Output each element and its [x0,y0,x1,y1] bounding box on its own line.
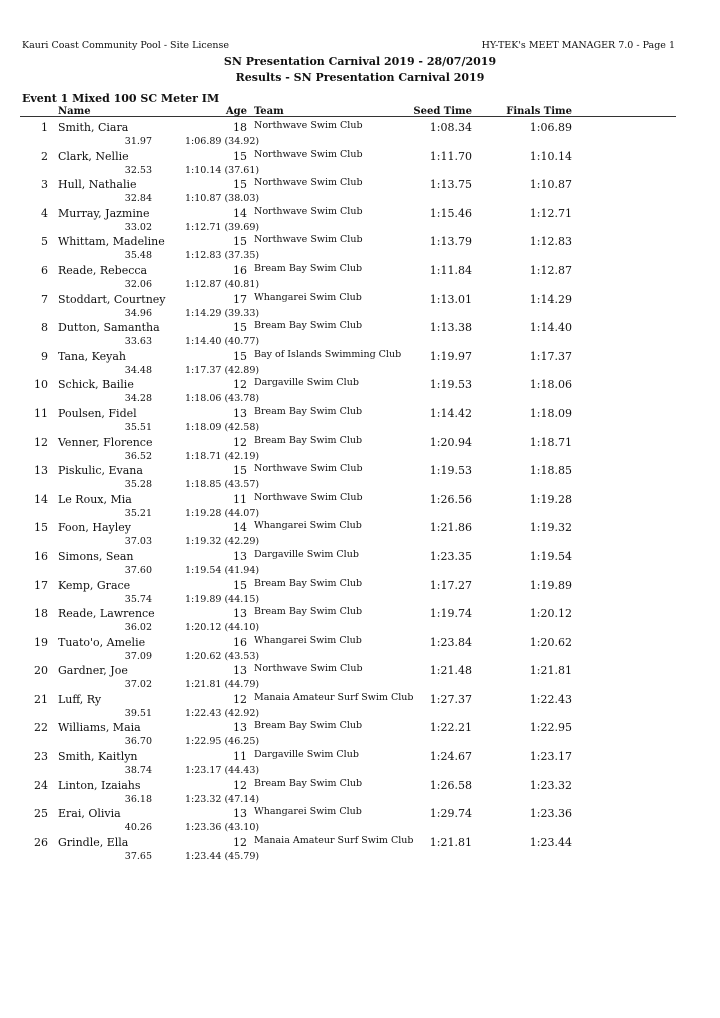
column-header-team: Team [254,106,284,117]
split-50: 40.26 [124,822,152,834]
split-50: 36.18 [124,793,152,805]
result-row [0,520,720,549]
seed-time: 1:19.74 [429,607,472,621]
finals-time: 1:14.29 [529,292,572,306]
swimmer-age: 15 [233,149,247,163]
swimmer-name: Clark, Nellie [58,149,129,163]
result-row [0,435,720,464]
split-50: 34.96 [124,307,152,319]
finals-time: 1:20.62 [529,635,572,649]
place-cell: 7 [41,292,48,306]
finals-time: 1:19.89 [529,578,572,592]
split-100: 1:18.85 (43.57) [185,479,260,491]
column-header-seed-time: Seed Time [413,106,472,117]
swimmer-name: Tana, Keyah [58,349,126,363]
team-name: Northwave Swim Club [254,148,363,160]
seed-time: 1:19.53 [429,464,472,478]
swimmer-name: Kemp, Grace [58,578,131,592]
swimmer-name: Smith, Kaitlyn [58,750,138,764]
split-50: 37.02 [124,679,152,691]
seed-time: 1:13.75 [429,178,472,192]
split-100: 1:10.87 (38.03) [185,193,260,205]
split-100: 1:18.09 (42.58) [185,421,260,433]
split-50: 35.74 [124,593,152,605]
software-page-header: HY-TEK's MEET MANAGER 7.0 - Page 1 [481,40,675,51]
place-cell: 16 [34,549,48,563]
split-100: 1:23.44 (45.79) [185,850,260,862]
place-cell: 17 [34,578,48,592]
swimmer-name: Grindle, Ella [58,835,129,849]
split-100: 1:19.32 (42.29) [185,536,260,548]
place-cell: 1 [41,121,48,134]
swimmer-age: 15 [233,178,247,192]
swimmer-name: Dutton, Samantha [58,321,160,335]
seed-time: 1:13.38 [429,321,472,335]
finals-time: 1:19.28 [529,492,572,506]
swimmer-age: 14 [233,521,247,535]
place-cell: 4 [41,206,48,220]
swimmer-name: Smith, Ciara [58,121,129,134]
header-divider [20,116,676,117]
split-100: 1:10.14 (37.61) [185,164,260,176]
team-name: Northwave Swim Club [254,663,363,675]
result-row [0,177,720,206]
split-50: 36.70 [124,736,152,748]
finals-time: 1:06.89 [529,121,572,134]
result-row [0,806,720,835]
swimmer-age: 16 [233,635,247,649]
split-50: 37.60 [124,564,152,576]
results-title: Results - SN Presentation Carnival 2019 [235,71,485,84]
team-name: Whangarei Swim Club [254,520,362,532]
result-row [0,406,720,435]
split-50: 37.09 [124,650,152,662]
split-100: 1:23.17 (44.43) [185,765,260,777]
split-100: 1:23.36 (43.10) [185,822,260,834]
result-row [0,149,720,178]
team-name: Manaia Amateur Surf Swim Club [254,691,414,703]
swimmer-name: Reade, Lawrence [58,607,155,621]
seed-time: 1:22.21 [429,721,472,735]
finals-time: 1:19.54 [529,549,572,563]
seed-time: 1:14.42 [429,406,472,420]
split-100: 1:18.06 (43.78) [185,393,260,405]
result-row [0,692,720,721]
result-row [0,320,720,349]
finals-time: 1:12.87 [529,263,572,277]
place-cell: 2 [41,149,48,163]
split-50: 32.53 [124,164,152,176]
result-row [0,835,720,864]
split-50: 35.48 [124,250,152,262]
result-row [0,463,720,492]
swimmer-age: 15 [233,464,247,478]
site-license-header: Kauri Coast Community Pool - Site License [22,40,229,51]
place-cell: 6 [41,263,48,277]
split-100: 1:06.89 (34.92) [185,136,260,147]
split-50: 34.28 [124,393,152,405]
seed-time: 1:23.84 [429,635,472,649]
finals-time: 1:20.12 [529,607,572,621]
swimmer-name: Poulsen, Fidel [58,406,137,420]
swimmer-age: 13 [233,664,247,678]
split-100: 1:20.62 (43.53) [185,650,260,662]
seed-time: 1:13.01 [429,292,472,306]
finals-time: 1:19.32 [529,521,572,535]
split-50: 35.51 [124,421,152,433]
split-50: 36.52 [124,450,152,462]
result-row [0,492,720,521]
place-cell: 10 [34,378,48,392]
swimmer-age: 15 [233,578,247,592]
swimmer-age: 12 [233,778,247,792]
seed-time: 1:21.48 [429,664,472,678]
team-name: Whangarei Swim Club [254,291,362,303]
place-cell: 26 [34,835,48,849]
place-cell: 13 [34,464,48,478]
result-row [0,606,720,635]
swimmer-age: 13 [233,607,247,621]
split-100: 1:14.29 (39.33) [185,307,260,319]
split-100: 1:12.71 (39.69) [185,221,260,233]
seed-time: 1:20.94 [429,435,472,449]
split-100: 1:19.54 (41.94) [185,564,260,576]
seed-time: 1:17.27 [429,578,472,592]
split-50: 38.74 [124,765,152,777]
results-list [0,120,720,863]
swimmer-name: Stoddart, Courtney [58,292,166,306]
swimmer-name: Gardner, Joe [58,664,128,678]
place-cell: 9 [41,349,48,363]
split-50: 35.28 [124,479,152,491]
swimmer-name: Schick, Bailie [58,378,134,392]
swimmer-age: 13 [233,549,247,563]
swimmer-name: Murray, Jazmine [58,206,150,220]
swimmer-age: 14 [233,206,247,220]
seed-time: 1:27.37 [429,692,472,706]
finals-time: 1:17.37 [529,349,572,363]
place-cell: 20 [34,664,48,678]
place-cell: 23 [34,750,48,764]
swimmer-name: Reade, Rebecca [58,263,148,277]
swimmer-age: 15 [233,235,247,249]
swimmer-age: 15 [233,321,247,335]
meet-title: SN Presentation Carnival 2019 - 28/07/2019 [223,55,497,68]
split-100: 1:22.95 (46.25) [185,736,260,748]
team-name: Bream Bay Swim Club [254,577,363,589]
swimmer-age: 12 [233,835,247,849]
swimmer-age: 11 [233,750,247,764]
team-name: Dargaville Swim Club [254,749,359,761]
column-header-finals-time: Finals Time [506,106,572,117]
team-name: Northwave Swim Club [254,205,363,217]
seed-time: 1:21.81 [429,835,472,849]
team-name: Northwave Swim Club [254,234,363,246]
swimmer-name: Foon, Hayley [58,521,131,535]
finals-time: 1:22.43 [529,692,572,706]
team-name: Northwave Swim Club [254,463,363,475]
seed-time: 1:19.97 [429,349,472,363]
team-name: Northwave Swim Club [254,177,363,189]
split-50: 34.48 [124,364,152,376]
result-row [0,234,720,263]
seed-time: 1:26.56 [429,492,472,506]
place-cell: 11 [34,406,48,420]
seed-time: 1:15.46 [429,206,472,220]
finals-time: 1:18.71 [529,435,572,449]
split-100: 1:19.89 (44.15) [185,593,260,605]
swimmer-age: 13 [233,807,247,821]
place-cell: 5 [41,235,48,249]
seed-time: 1:11.70 [429,149,472,163]
place-cell: 21 [34,692,48,706]
split-100: 1:21.81 (44.79) [185,679,260,691]
swimmer-age: 12 [233,378,247,392]
team-name: Manaia Amateur Surf Swim Club [254,834,414,846]
swimmer-age: 12 [233,435,247,449]
seed-time: 1:21.86 [429,521,472,535]
split-100: 1:20.12 (44.10) [185,622,260,634]
team-name: Whangarei Swim Club [254,806,362,818]
team-name: Bream Bay Swim Club [254,777,363,789]
swimmer-age: 17 [233,292,247,306]
split-100: 1:19.28 (44.07) [185,507,260,519]
swimmer-age: 16 [233,263,247,277]
result-row [0,120,720,149]
split-100: 1:12.87 (40.81) [185,278,260,290]
team-name: Bream Bay Swim Club [254,262,363,274]
split-50: 36.02 [124,622,152,634]
split-100: 1:22.43 (42.92) [185,707,260,719]
place-cell: 24 [34,778,48,792]
place-cell: 8 [41,321,48,335]
split-50: 33.63 [124,336,152,348]
swimmer-name: Piskulic, Evana [58,464,143,478]
result-row [0,377,720,406]
finals-time: 1:10.87 [529,178,572,192]
team-name: Bream Bay Swim Club [254,606,363,618]
place-cell: 14 [34,492,48,506]
column-header-name: Name [58,106,91,117]
place-cell: 18 [34,607,48,621]
team-name: Bay of Islands Swimming Club [254,348,402,360]
finals-time: 1:10.14 [529,149,572,163]
split-50: 39.51 [124,707,152,719]
finals-time: 1:23.36 [529,807,572,821]
team-name: Dargaville Swim Club [254,377,359,389]
seed-time: 1:11.84 [429,263,472,277]
split-50: 37.65 [124,850,152,862]
place-cell: 19 [34,635,48,649]
split-100: 1:18.71 (42.19) [185,450,260,462]
swimmer-age: 15 [233,349,247,363]
split-50: 31.97 [124,136,152,147]
finals-time: 1:18.09 [529,406,572,420]
team-name: Whangarei Swim Club [254,634,362,646]
split-100: 1:12.83 (37.35) [185,250,260,262]
swimmer-name: Le Roux, Mia [58,492,132,506]
swimmer-name: Venner, Florence [58,435,153,449]
result-row [0,663,720,692]
team-name: Bream Bay Swim Club [254,434,363,446]
place-cell: 25 [34,807,48,821]
result-row [0,206,720,235]
result-row [0,349,720,378]
finals-time: 1:18.06 [529,378,572,392]
split-50: 35.21 [124,507,152,519]
result-row [0,292,720,321]
swimmer-name: Whittam, Madeline [58,235,165,249]
swimmer-name: Williams, Maia [58,721,141,735]
swimmer-name: Erai, Olivia [58,807,121,821]
finals-time: 1:14.40 [529,321,572,335]
result-row [0,549,720,578]
place-cell: 3 [41,178,48,192]
seed-time: 1:08.34 [429,121,472,134]
team-name: Bream Bay Swim Club [254,320,363,332]
split-50: 32.84 [124,193,152,205]
swimmer-name: Simons, Sean [58,549,134,563]
split-100: 1:23.32 (47.14) [185,793,260,805]
swimmer-age: 13 [233,721,247,735]
team-name: Bream Bay Swim Club [254,720,363,732]
place-cell: 12 [34,435,48,449]
split-100: 1:17.37 (42.89) [185,364,260,376]
seed-time: 1:13.79 [429,235,472,249]
swimmer-name: Luff, Ry [58,692,102,706]
place-cell: 22 [34,721,48,735]
team-name: Bream Bay Swim Club [254,405,363,417]
result-row [0,720,720,749]
seed-time: 1:19.53 [429,378,472,392]
finals-time: 1:18.85 [529,464,572,478]
team-name: Dargaville Swim Club [254,548,359,560]
finals-time: 1:22.95 [529,721,572,735]
swimmer-name: Hull, Nathalie [58,178,137,192]
split-100: 1:14.40 (40.77) [185,336,260,348]
finals-time: 1:23.17 [529,750,572,764]
column-header-age: Age [225,106,247,117]
finals-time: 1:12.83 [529,235,572,249]
finals-time: 1:21.81 [529,664,572,678]
result-row [0,778,720,807]
swimmer-name: Tuato'o, Amelie [58,635,146,649]
swimmer-name: Linton, Izaiahs [58,778,141,792]
finals-time: 1:23.44 [529,835,572,849]
seed-time: 1:26.58 [429,778,472,792]
event-title: Event 1 Mixed 100 SC Meter IM [22,92,220,105]
swimmer-age: 11 [233,492,247,506]
result-row [0,749,720,778]
result-row [0,578,720,607]
split-50: 37.03 [124,536,152,548]
place-cell: 15 [34,521,48,535]
result-row [0,263,720,292]
team-name: Northwave Swim Club [254,120,363,131]
seed-time: 1:23.35 [429,549,472,563]
result-row [0,635,720,664]
split-50: 32.06 [124,278,152,290]
seed-time: 1:24.67 [429,750,472,764]
seed-time: 1:29.74 [429,807,472,821]
swimmer-age: 18 [233,121,247,134]
team-name: Northwave Swim Club [254,491,363,503]
swimmer-age: 12 [233,692,247,706]
finals-time: 1:12.71 [529,206,572,220]
swimmer-age: 13 [233,406,247,420]
split-50: 33.02 [124,221,152,233]
finals-time: 1:23.32 [529,778,572,792]
